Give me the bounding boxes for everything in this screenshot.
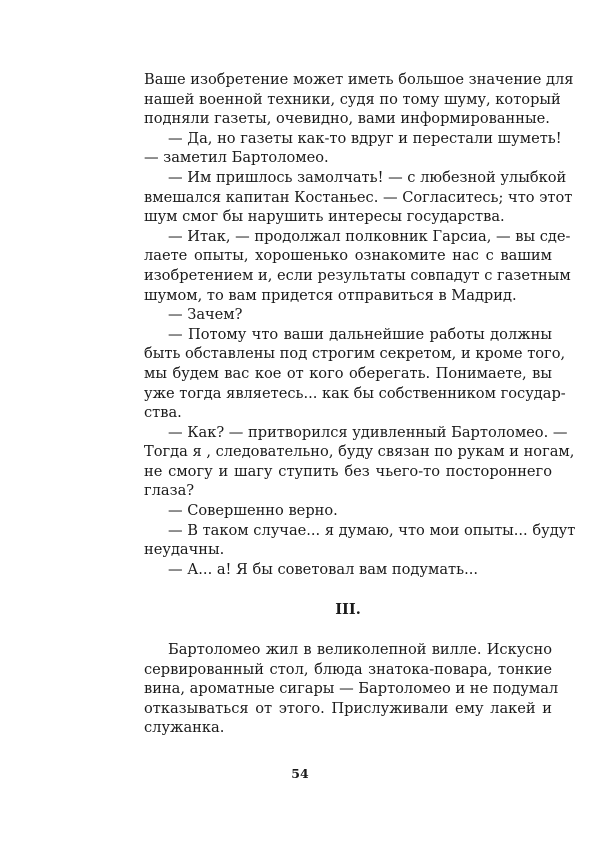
text-line: уже тогда являетесь... как бы собственником государ-	[144, 384, 566, 402]
paragraph	[144, 305, 552, 325]
text-line: — Им пришлось замолчать! — с любезной улыбкой	[168, 168, 567, 186]
text-line: — Зачем?	[168, 306, 243, 324]
paragraph	[144, 70, 574, 129]
text-line: вина, ароматные сигары — Бартоломео и не подумал	[144, 680, 559, 698]
text-line: Тогда я , следовательно, буду связан по рукам и ногам,	[144, 443, 575, 461]
text-line: нашей военной техники, судя по тому шуму, который	[144, 90, 561, 108]
text-line: лаете опыты, хорошенько ознакомите нас с вашим	[144, 247, 552, 265]
text-line: — Да, но газеты как-то вдруг и перестали шуметь!	[168, 129, 562, 147]
text-before-heading	[144, 70, 576, 579]
text-line: — заметил Бартоломео.	[144, 149, 329, 167]
text-line: — А... а! Я бы советовал вам подумать...	[168, 560, 478, 578]
text-line: быть обставлены под строгим секретом, и кроме того,	[144, 345, 566, 363]
paragraph	[144, 501, 552, 521]
text-line: ства.	[144, 404, 182, 422]
chapter-heading: III.	[335, 601, 361, 619]
paragraph	[144, 325, 566, 423]
text-line: служанка.	[144, 719, 225, 737]
paragraph	[144, 227, 571, 305]
paragraph	[144, 560, 552, 580]
text-line: глаза?	[144, 482, 195, 500]
page-number: 54	[291, 766, 309, 781]
paragraph	[144, 129, 562, 168]
text-line: вмешался капитан Костаньес. — Согласитесь; что этот	[144, 188, 573, 206]
paragraph	[144, 168, 573, 227]
text-after-heading	[144, 640, 559, 738]
text-line: не смогу и шагу ступить без чьего-то постороннего	[144, 462, 552, 480]
text-line: — Потому что ваши дальнейшие работы должны	[168, 325, 552, 343]
text-line: мы будем вас кое от кого оберегать. Понимаете, вы	[144, 364, 552, 382]
text-line: — Совершенно верно.	[168, 502, 338, 520]
text-line: — Итак, — продолжал полковник Гарсиа, — вы сде-	[168, 227, 571, 245]
text-line: подняли газеты, очевидно, вами информированные.	[144, 110, 550, 128]
text-line: Ваше изобретение может иметь большое значение для	[144, 71, 574, 88]
text-line: изобретением и, если результаты совпадут с газетным	[144, 266, 571, 284]
text-line: неудачны.	[144, 541, 225, 559]
text-line: — В таком случае... я думаю, что мои опыты... будут	[168, 521, 576, 539]
page-body	[144, 70, 576, 738]
paragraph	[144, 423, 575, 501]
paragraph	[144, 521, 576, 560]
text-line: — Как? — притворился удивленный Бартоломео. —	[168, 423, 568, 441]
text-line: сервированный стол, блюда знатока-повара, тонкие	[144, 660, 552, 678]
text-line: шумом, то вам придется отправиться в Мадрид.	[144, 286, 517, 304]
paragraph	[144, 640, 559, 738]
text-line: Бартоломео жил в великолепной вилле. Искусно	[168, 641, 552, 659]
text-line: шум смог бы нарушить интересы государства.	[144, 208, 505, 226]
text-line: отказываться от этого. Прислуживали ему лакей и	[144, 699, 552, 717]
